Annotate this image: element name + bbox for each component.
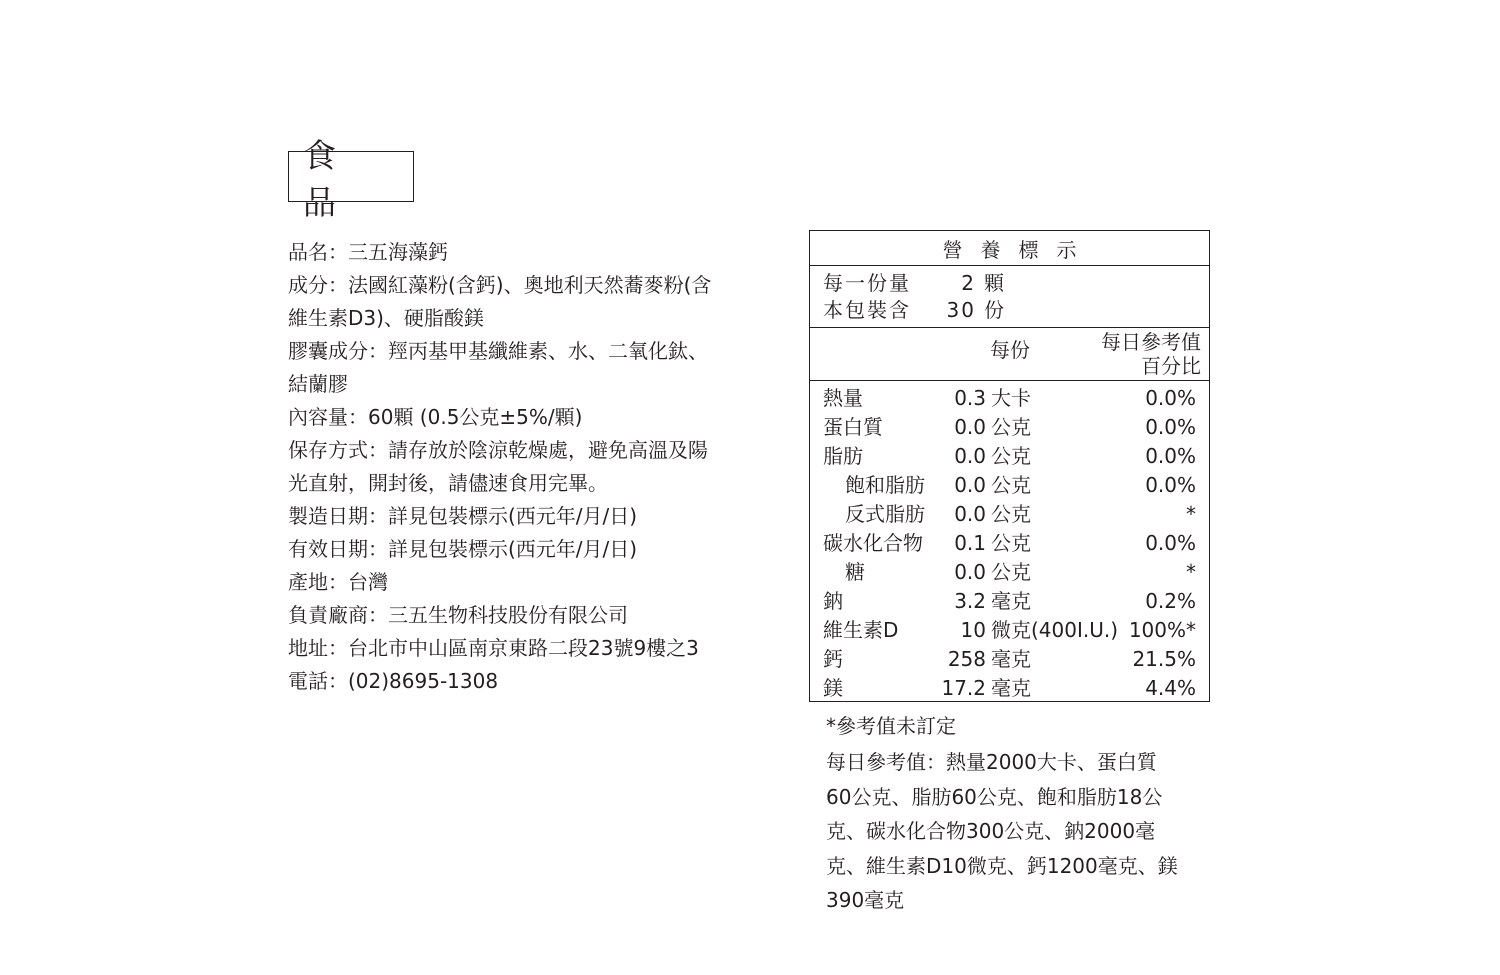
origin-line: 產地：台灣 bbox=[288, 570, 388, 594]
category-label: 食 品 bbox=[288, 151, 414, 202]
nutrient-unit: 公克 bbox=[991, 502, 1031, 526]
nutrient-name: 蛋白質 bbox=[823, 415, 883, 439]
nutrient-row-fat bbox=[810, 442, 1209, 471]
nutrient-daily-value: * bbox=[1186, 560, 1196, 584]
servings-per-package-row bbox=[823, 297, 1209, 324]
nutrient-row-carbohydrate bbox=[810, 529, 1209, 558]
nutrient-row-sodium bbox=[810, 587, 1209, 616]
nutrient-daily-value: 0.2% bbox=[1145, 589, 1196, 613]
expiry-date-line: 有效日期：詳見包裝標示(西元年/月/日) bbox=[288, 537, 638, 561]
nutrient-daily-value: 4.4% bbox=[1145, 676, 1196, 700]
nutrient-name: 鈉 bbox=[823, 589, 843, 613]
product-name-line: 品名：三五海藻鈣 bbox=[288, 240, 448, 264]
nutrient-name: 維生素D bbox=[823, 618, 899, 642]
nutrient-row-sugar bbox=[810, 558, 1209, 587]
nutrient-row-trans-fat bbox=[810, 500, 1209, 529]
nutrient-unit: 大卡 bbox=[991, 386, 1031, 410]
product-info bbox=[288, 236, 788, 698]
daily-values-line: 克、維生素D10微克、鈣1200毫克、鎂 bbox=[826, 853, 1178, 878]
daily-value-header-line2: 百分比 bbox=[1141, 354, 1201, 378]
nutrient-value: 258 bbox=[947, 647, 986, 671]
nutrient-daily-value: 100%* bbox=[1128, 618, 1196, 642]
nutrient-value: 3.2 bbox=[954, 589, 986, 613]
nutrient-daily-value: 0.0% bbox=[1145, 386, 1196, 410]
nutrient-value: 0.1 bbox=[954, 531, 986, 555]
nutrient-unit: 微克(400I.U.) bbox=[991, 618, 1119, 642]
daily-values-line: 60公克、脂肪60公克、飽和脂肪18公 bbox=[826, 784, 1163, 809]
nutrient-unit: 公克 bbox=[991, 560, 1031, 584]
nutrient-daily-value: 0.0% bbox=[1145, 415, 1196, 439]
address-line: 地址：台北市中山區南京東路二段23號9樓之3 bbox=[288, 636, 699, 660]
nutrient-unit: 公克 bbox=[991, 473, 1031, 497]
column-header bbox=[810, 328, 1209, 381]
servings-per-package-unit: 份 bbox=[984, 298, 1004, 322]
nutrient-row-calories bbox=[810, 384, 1209, 413]
serving-size-label: 每一份量 bbox=[823, 271, 911, 295]
nutrient-rows bbox=[810, 381, 1209, 703]
nutrient-value: 0.3 bbox=[954, 386, 986, 410]
daily-values-line: 390毫克 bbox=[826, 888, 905, 912]
daily-values-note bbox=[826, 745, 1206, 918]
nutrient-name: 反式脂肪 bbox=[845, 502, 925, 526]
nutrient-name: 鎂 bbox=[823, 676, 843, 700]
nutrient-unit: 毫克 bbox=[991, 647, 1031, 671]
nutrient-name: 熱量 bbox=[823, 386, 863, 410]
phone-line: 電話：(02)8695-1308 bbox=[288, 669, 499, 693]
nutrient-name: 鈣 bbox=[823, 647, 843, 671]
nutrient-name: 碳水化合物 bbox=[823, 531, 923, 555]
servings-per-package-value: 30 bbox=[946, 298, 976, 322]
manufacture-date-line: 製造日期：詳見包裝標示(西元年/月/日) bbox=[288, 504, 638, 528]
nutrient-value: 0.0 bbox=[954, 560, 986, 584]
nutrient-daily-value: 0.0% bbox=[1145, 444, 1196, 468]
serving-size-value: 2 bbox=[961, 271, 976, 295]
nutrient-value: 10 bbox=[960, 618, 986, 642]
nutrient-row-magnesium bbox=[810, 674, 1209, 703]
nutrient-value: 17.2 bbox=[941, 676, 986, 700]
nutrient-name: 飽和脂肪 bbox=[845, 473, 925, 497]
nutrient-name: 脂肪 bbox=[823, 444, 863, 468]
nutrition-title: 營養標示 bbox=[810, 231, 1209, 266]
daily-value-header-line1: 每日參考值 bbox=[1101, 330, 1201, 354]
nutrition-facts-table bbox=[809, 230, 1210, 702]
capsule-ingredients-line: 膠囊成分：羥丙基甲基纖維素、水、二氧化鈦、 bbox=[288, 339, 708, 363]
net-content-line: 內容量：60顆 (0.5公克±5%/顆) bbox=[288, 405, 583, 429]
nutrient-row-protein bbox=[810, 413, 1209, 442]
nutrient-name: 糖 bbox=[845, 560, 865, 584]
nutrient-row-saturated-fat bbox=[810, 471, 1209, 500]
ingredients-line: 成分：法國紅藻粉(含鈣)、奧地利天然蕎麥粉(含 bbox=[288, 273, 712, 297]
nutrient-row-vitamin-d bbox=[810, 616, 1209, 645]
nutrient-value: 0.0 bbox=[954, 444, 986, 468]
daily-values-line: 每日參考值：熱量2000大卡、蛋白質 bbox=[826, 750, 1157, 774]
ingredients-line-cont: 維生素D3)、硬脂酸鎂 bbox=[288, 306, 484, 330]
servings-per-package-label: 本包裝含 bbox=[823, 298, 911, 322]
footnote-not-established: *參考值未訂定 bbox=[826, 714, 956, 738]
nutrient-unit: 公克 bbox=[991, 444, 1031, 468]
nutrient-daily-value: * bbox=[1186, 502, 1196, 526]
nutrient-unit: 公克 bbox=[991, 531, 1031, 555]
nutrient-value: 0.0 bbox=[954, 473, 986, 497]
serving-size-unit: 顆 bbox=[984, 271, 1004, 295]
nutrient-daily-value: 21.5% bbox=[1132, 647, 1196, 671]
serving-size-row bbox=[823, 270, 1209, 297]
storage-line-cont: 光直射，開封後，請儘速食用完畢。 bbox=[288, 471, 608, 495]
nutrient-value: 0.0 bbox=[954, 502, 986, 526]
storage-line: 保存方式：請存放於陰涼乾燥處，避免高溫及陽 bbox=[288, 438, 708, 462]
nutrient-unit: 毫克 bbox=[991, 589, 1031, 613]
capsule-ingredients-line-cont: 結蘭膠 bbox=[288, 372, 348, 396]
nutrient-daily-value: 0.0% bbox=[1145, 473, 1196, 497]
nutrient-row-calcium bbox=[810, 645, 1209, 674]
manufacturer-line: 負責廠商：三五生物科技股份有限公司 bbox=[288, 603, 628, 627]
per-serving-header: 每份 bbox=[990, 338, 1030, 362]
nutrient-unit: 毫克 bbox=[991, 676, 1031, 700]
daily-values-line: 克、碳水化合物300公克、鈉2000毫 bbox=[826, 819, 1156, 843]
nutrient-daily-value: 0.0% bbox=[1145, 531, 1196, 555]
serving-info bbox=[810, 266, 1209, 328]
daily-value-header bbox=[1101, 330, 1201, 378]
nutrient-unit: 公克 bbox=[991, 415, 1031, 439]
nutrient-value: 0.0 bbox=[954, 415, 986, 439]
